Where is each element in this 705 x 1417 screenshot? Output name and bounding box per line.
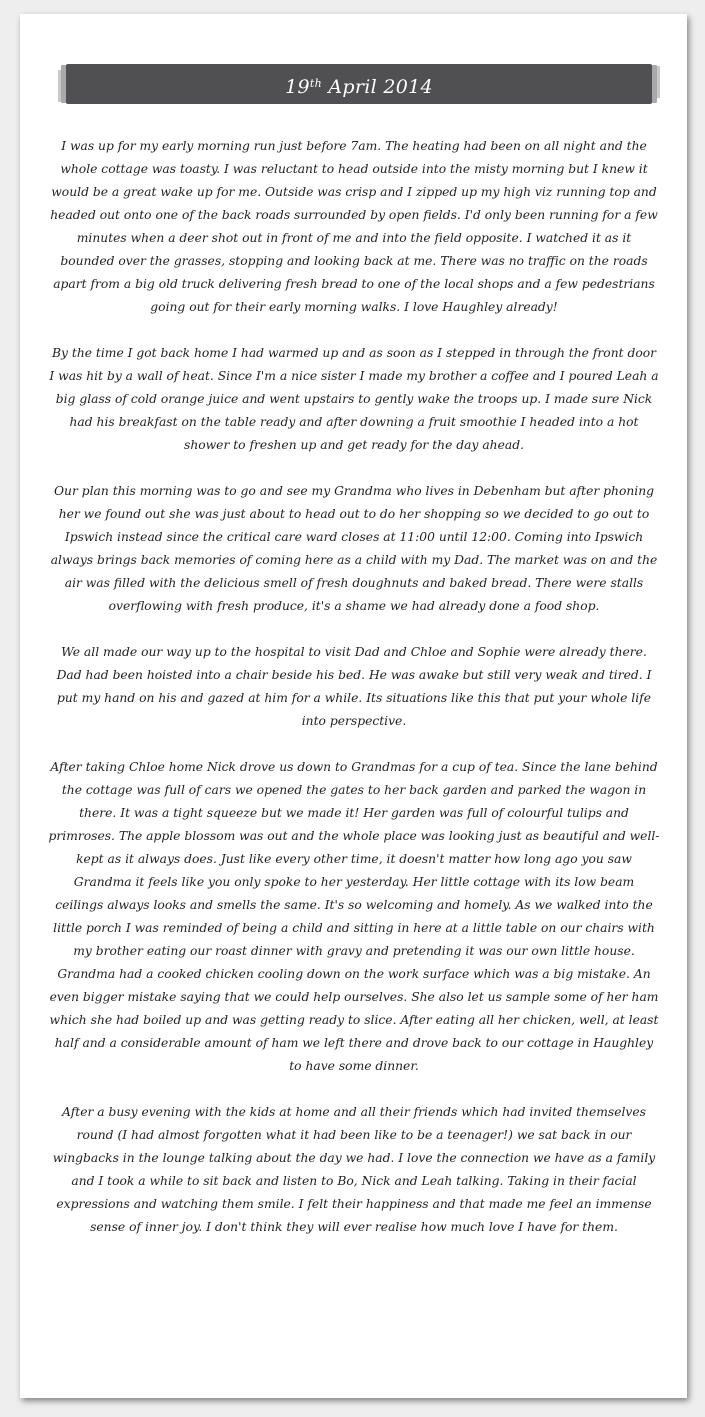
journal-body: [48, 135, 660, 1262]
date-rest: April 2014: [322, 76, 433, 98]
paragraph-home: By the time I got back home I had warmed up and as soon as I stepped in through the front door I was hit by a wall of heat. Since I'm a nice sister I made my brother a coffee and I poured Leah a big glass of cold orange juice and went upstairs to gently wake the troops up. I made sure Nick had his breakfast on the table ready and after downing a fruit smoothie I headed into a hot shower to freshen up and get ready for the day ahead.: [49, 346, 659, 452]
paragraph-ipswich: Our plan this morning was to go and see my Grandma who lives in Debenham but after phoning her we found out she was just about to head out to do her shopping so we decided to go out to Ipswich instead since the critical care ward closes at 11:00 until 12:00. Coming into Ipswich always brings back memories of coming here as a child with my Dad. The market was on and the air was filled with the delicious smell of fresh doughnuts and baked bread. There were stalls overflowing with fresh produce, it's a shame we had already done a food shop.: [50, 484, 658, 613]
date-suffix: th: [309, 77, 323, 90]
date-day: 19: [285, 76, 310, 98]
page-title: [66, 64, 652, 104]
paragraph-grandma: After taking Chloe home Nick drove us down to Grandmas for a cup of tea. Since the lane behind the cottage was full of cars we opened the gates to her back garden and parked the wagon in there. It was a tight squeeze but we made it! Her garden was full of colourful tulips and primroses. The apple blossom was out and the whole place was looking just as beautiful and well-kept as it always does. Just like every other time, it doesn't matter how long ago you saw Grandma it feels like you only spoke to her yesterday. Her little cottage with its low beam ceilings always looks and smells the same. It's so welcoming and homely. As we walked into the little porch I was reminded of being a child and sitting in here at a little table on our chairs with my brother eating our roast dinner with gravy and pretending it was our own little house. Grandma had a cooked chicken cooling down on the work surface which was a big mistake. An even bigger mistake saying that we could help ourselves. She also let us sample some of her ham which she had boiled up and was getting ready to slice. After eating all her chicken, well, at least half and a considerable amount of ham we left there and drove back to our cottage in Haughley to have some dinner.: [48, 760, 660, 1073]
paragraph-run: I was up for my early morning run just before 7am. The heating had been on all night and the whole cottage was toasty. I was reluctant to head outside into the misty morning but I knew it would be a great wake up for me. Outside was crisp and I zipped up my high viz running top and headed out onto one of the back roads surrounded by open fields. I'd only been running for a few minutes when a deer shot out in front of me and into the field opposite. I watched it as it bounded over the grasses, stopping and looking back at me. There was no traffic on the roads apart from a big old truck delivering fresh bread to one of the local shops and a few pedestrians going out for their early morning walks. I love Haughley already!: [50, 139, 658, 314]
paragraph-evening: After a busy evening with the kids at home and all their friends which had invited themselves round (I had almost forgotten what it had been like to be a teenager!) we sat back in our wingbacks in the lounge talking about the day we had. I love the connection we have as a family and I took a while to sit back and listen to Bo, Nick and Leah talking. Taking in their facial expressions and watching them smile. I felt their happiness and that made me feel an immense sense of inner joy. I don't think they will ever realise how much love I have for them.: [52, 1105, 656, 1234]
paragraph-hospital: We all made our way up to the hospital to visit Dad and Chloe and Sophie were already there. Dad had been hoisted into a chair beside his bed. He was awake but still very weak and tired. I put my hand on his and gazed at him for a while. Its situations like this that put your whole life into perspective.: [56, 645, 652, 728]
date-banner: [66, 64, 652, 104]
journal-page: [20, 14, 687, 1398]
